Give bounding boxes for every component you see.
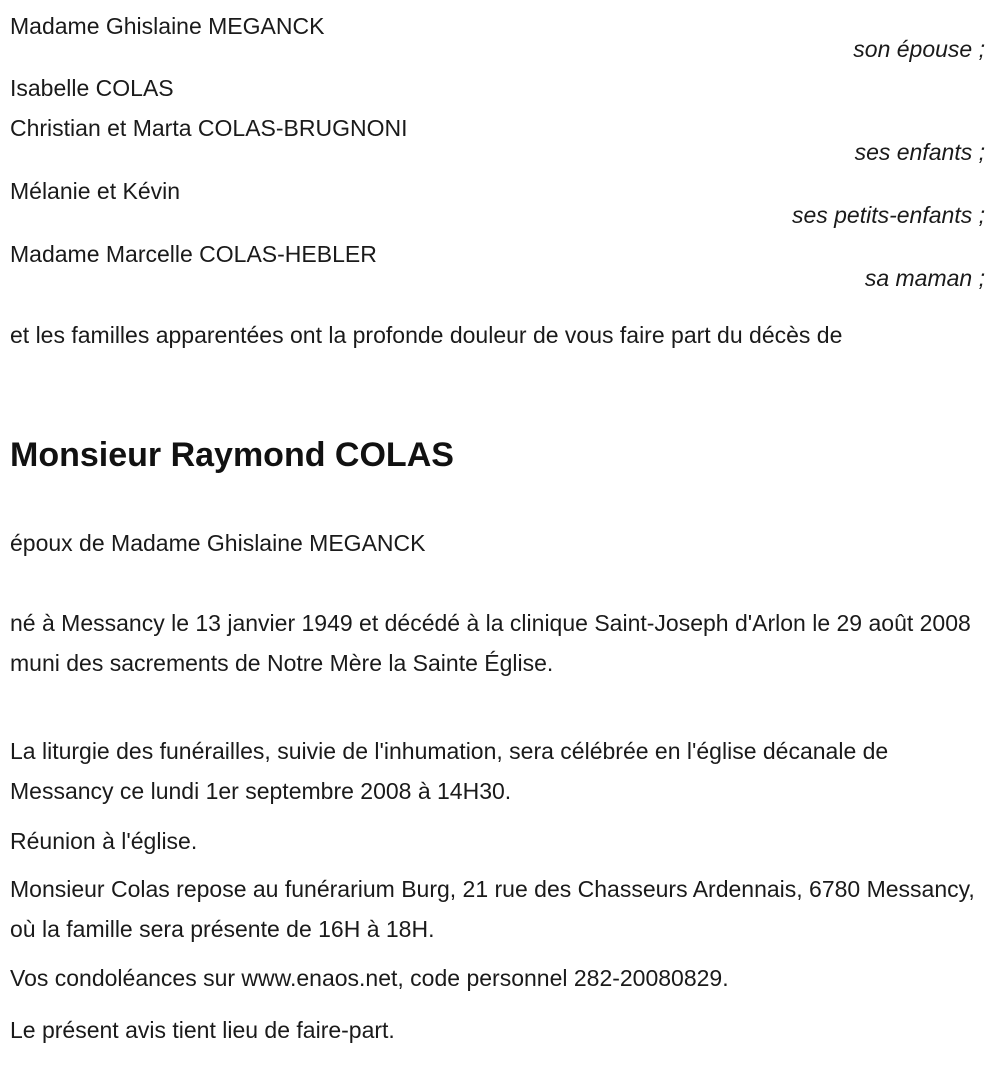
spouse-line: époux de Madame Ghislaine MEGANCK — [10, 530, 426, 556]
family-name: Mélanie et Kévin — [10, 178, 181, 204]
relation-label: sa maman ; — [864, 265, 985, 291]
deceased-name: Monsieur Raymond COLAS — [10, 436, 454, 474]
notice-paragraph: Le présent avis tient lieu de faire-part. — [10, 1017, 395, 1043]
birth-death-paragraph: né à Messancy le 13 janvier 1949 et décédé à la clinique Saint-Joseph d'Arlon le 29 août 2008 muni des sacrements de Notre Mère la Sainte Église. — [10, 610, 971, 676]
funeral-paragraph: La liturgie des funérailles, suivie de l'inhumation, sera célébrée en l'église décanale de Messancy ce lundi 1er septembre 2008 à 14H30. — [10, 738, 889, 804]
condolences-paragraph: Vos condoléances sur www.enaos.net, code personnel 282-20080829. — [10, 965, 729, 991]
relation-label: son épouse ; — [853, 36, 985, 62]
announcement-text: et les familles apparentées ont la profonde douleur de vous faire part du décès de — [10, 322, 843, 348]
family-name: Madame Marcelle COLAS-HEBLER — [10, 241, 377, 267]
funerarium-paragraph: Monsieur Colas repose au funérarium Burg, 21 rue des Chasseurs Ardennais, 6780 Messancy, où la famille sera présente de 16H à 18H. — [10, 876, 975, 942]
meeting-paragraph: Réunion à l'église. — [10, 828, 198, 854]
relation-label: ses enfants ; — [854, 139, 985, 165]
family-name: Christian et Marta COLAS-BRUGNONI — [10, 115, 408, 141]
family-name: Isabelle COLAS — [10, 75, 174, 101]
relation-label: ses petits-enfants ; — [791, 202, 985, 228]
family-name: Madame Ghislaine MEGANCK — [10, 13, 325, 39]
